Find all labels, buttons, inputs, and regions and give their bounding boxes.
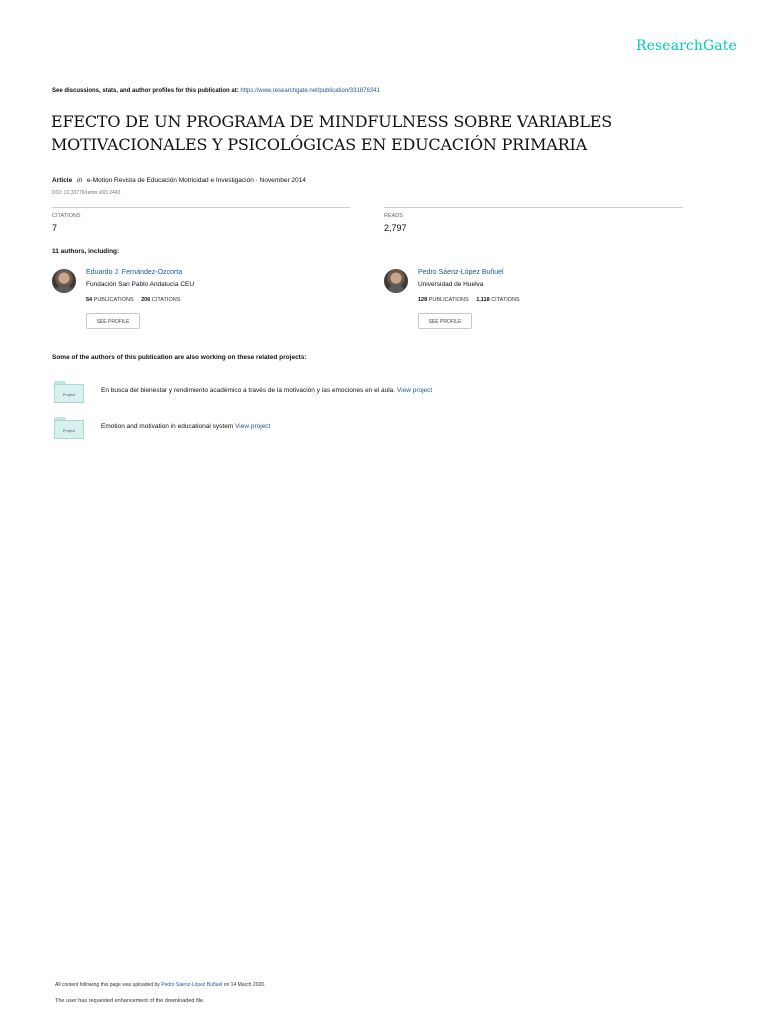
publications-count: 128 [418,297,428,303]
view-project-link[interactable]: View project [235,423,271,430]
uploader-link[interactable]: Pedro Sáenz-López Buñuel [161,982,223,988]
citations-count: 206 [141,297,151,303]
projects-heading: Some of the authors of this publication are also working on these related projects: [52,354,307,361]
project-icon-label: Project [54,384,84,403]
author-avatar[interactable] [52,269,76,293]
upload-note [55,982,265,988]
journal-name: e-Motion Revista de Educación Motricidad e Investigación · November 2014 [86,177,306,184]
publications-count: 54 [86,297,93,303]
author-name-link[interactable]: Pedro Sáenz-López Buñuel [418,269,504,276]
author-stats [418,297,520,303]
publication-url-link[interactable]: https://www.researchgate.net/publication/331876341 [240,88,380,94]
researchgate-logo[interactable]: ResearchGate [636,38,737,54]
reads-value: 2,797 [384,223,407,233]
divider-right [384,207,683,208]
author-avatar[interactable] [384,269,408,293]
citations-label: CITATIONS [52,213,81,219]
project-title: Emotion and motivation in educational system [101,423,234,430]
see-profile-button[interactable]: SEE PROFILE [418,313,472,329]
author-name-link[interactable]: Eduardo J. Fernández-Ozcorta [86,269,183,276]
doi: DOI: 10.33776/remo.v0i3.2443 [52,190,121,196]
article-kind: Article [52,177,73,184]
authors-heading: 11 authors, including: [52,248,120,255]
publications-label: PUBLICATIONS [428,297,469,303]
title-line-1: EFECTO DE UN PROGRAMA DE MINDFULNESS SOBRE VARIABLES [51,112,613,131]
divider-left [52,207,350,208]
project-folder-icon[interactable] [54,381,84,403]
project-title: En busca del bienestar y rendimiento académico a través de la motivación y las emociones en el aula. [101,387,396,394]
project-item [101,423,270,430]
discuss-text: See discussions, stats, and author profiles for this publication at: [52,88,239,94]
enhancement-note: The user has requested enhancement of the downloaded file. [55,998,205,1004]
view-project-link[interactable]: View project [396,387,433,394]
reads-label: READS [384,213,403,219]
discuss-line [52,88,380,94]
see-profile-button[interactable]: SEE PROFILE [86,313,140,329]
citations-label: CITATIONS [491,297,520,303]
author-institution: Fundación San Pablo Andalucía CEU [86,281,195,288]
project-item [101,387,432,394]
citations-value: 7 [52,223,58,233]
citations-count: 1,118 [476,297,490,303]
project-folder-icon[interactable] [54,417,84,439]
publications-label: PUBLICATIONS [93,297,134,303]
author-stats [86,297,180,303]
title-line-2: MOTIVACIONALES Y PSICOLÓGICAS EN EDUCACIÓN PRIMARIA [51,135,587,154]
article-info [52,177,306,184]
upload-suffix: on 14 March 2020. [223,982,266,988]
upload-prefix: All content following this page was uploaded by [55,982,160,988]
publication-title [51,110,691,156]
citations-label: CITATIONS [151,297,181,303]
project-icon-label: Project [54,420,84,439]
in-word: in [77,177,83,184]
author-institution: Universidad de Huelva [418,281,484,288]
